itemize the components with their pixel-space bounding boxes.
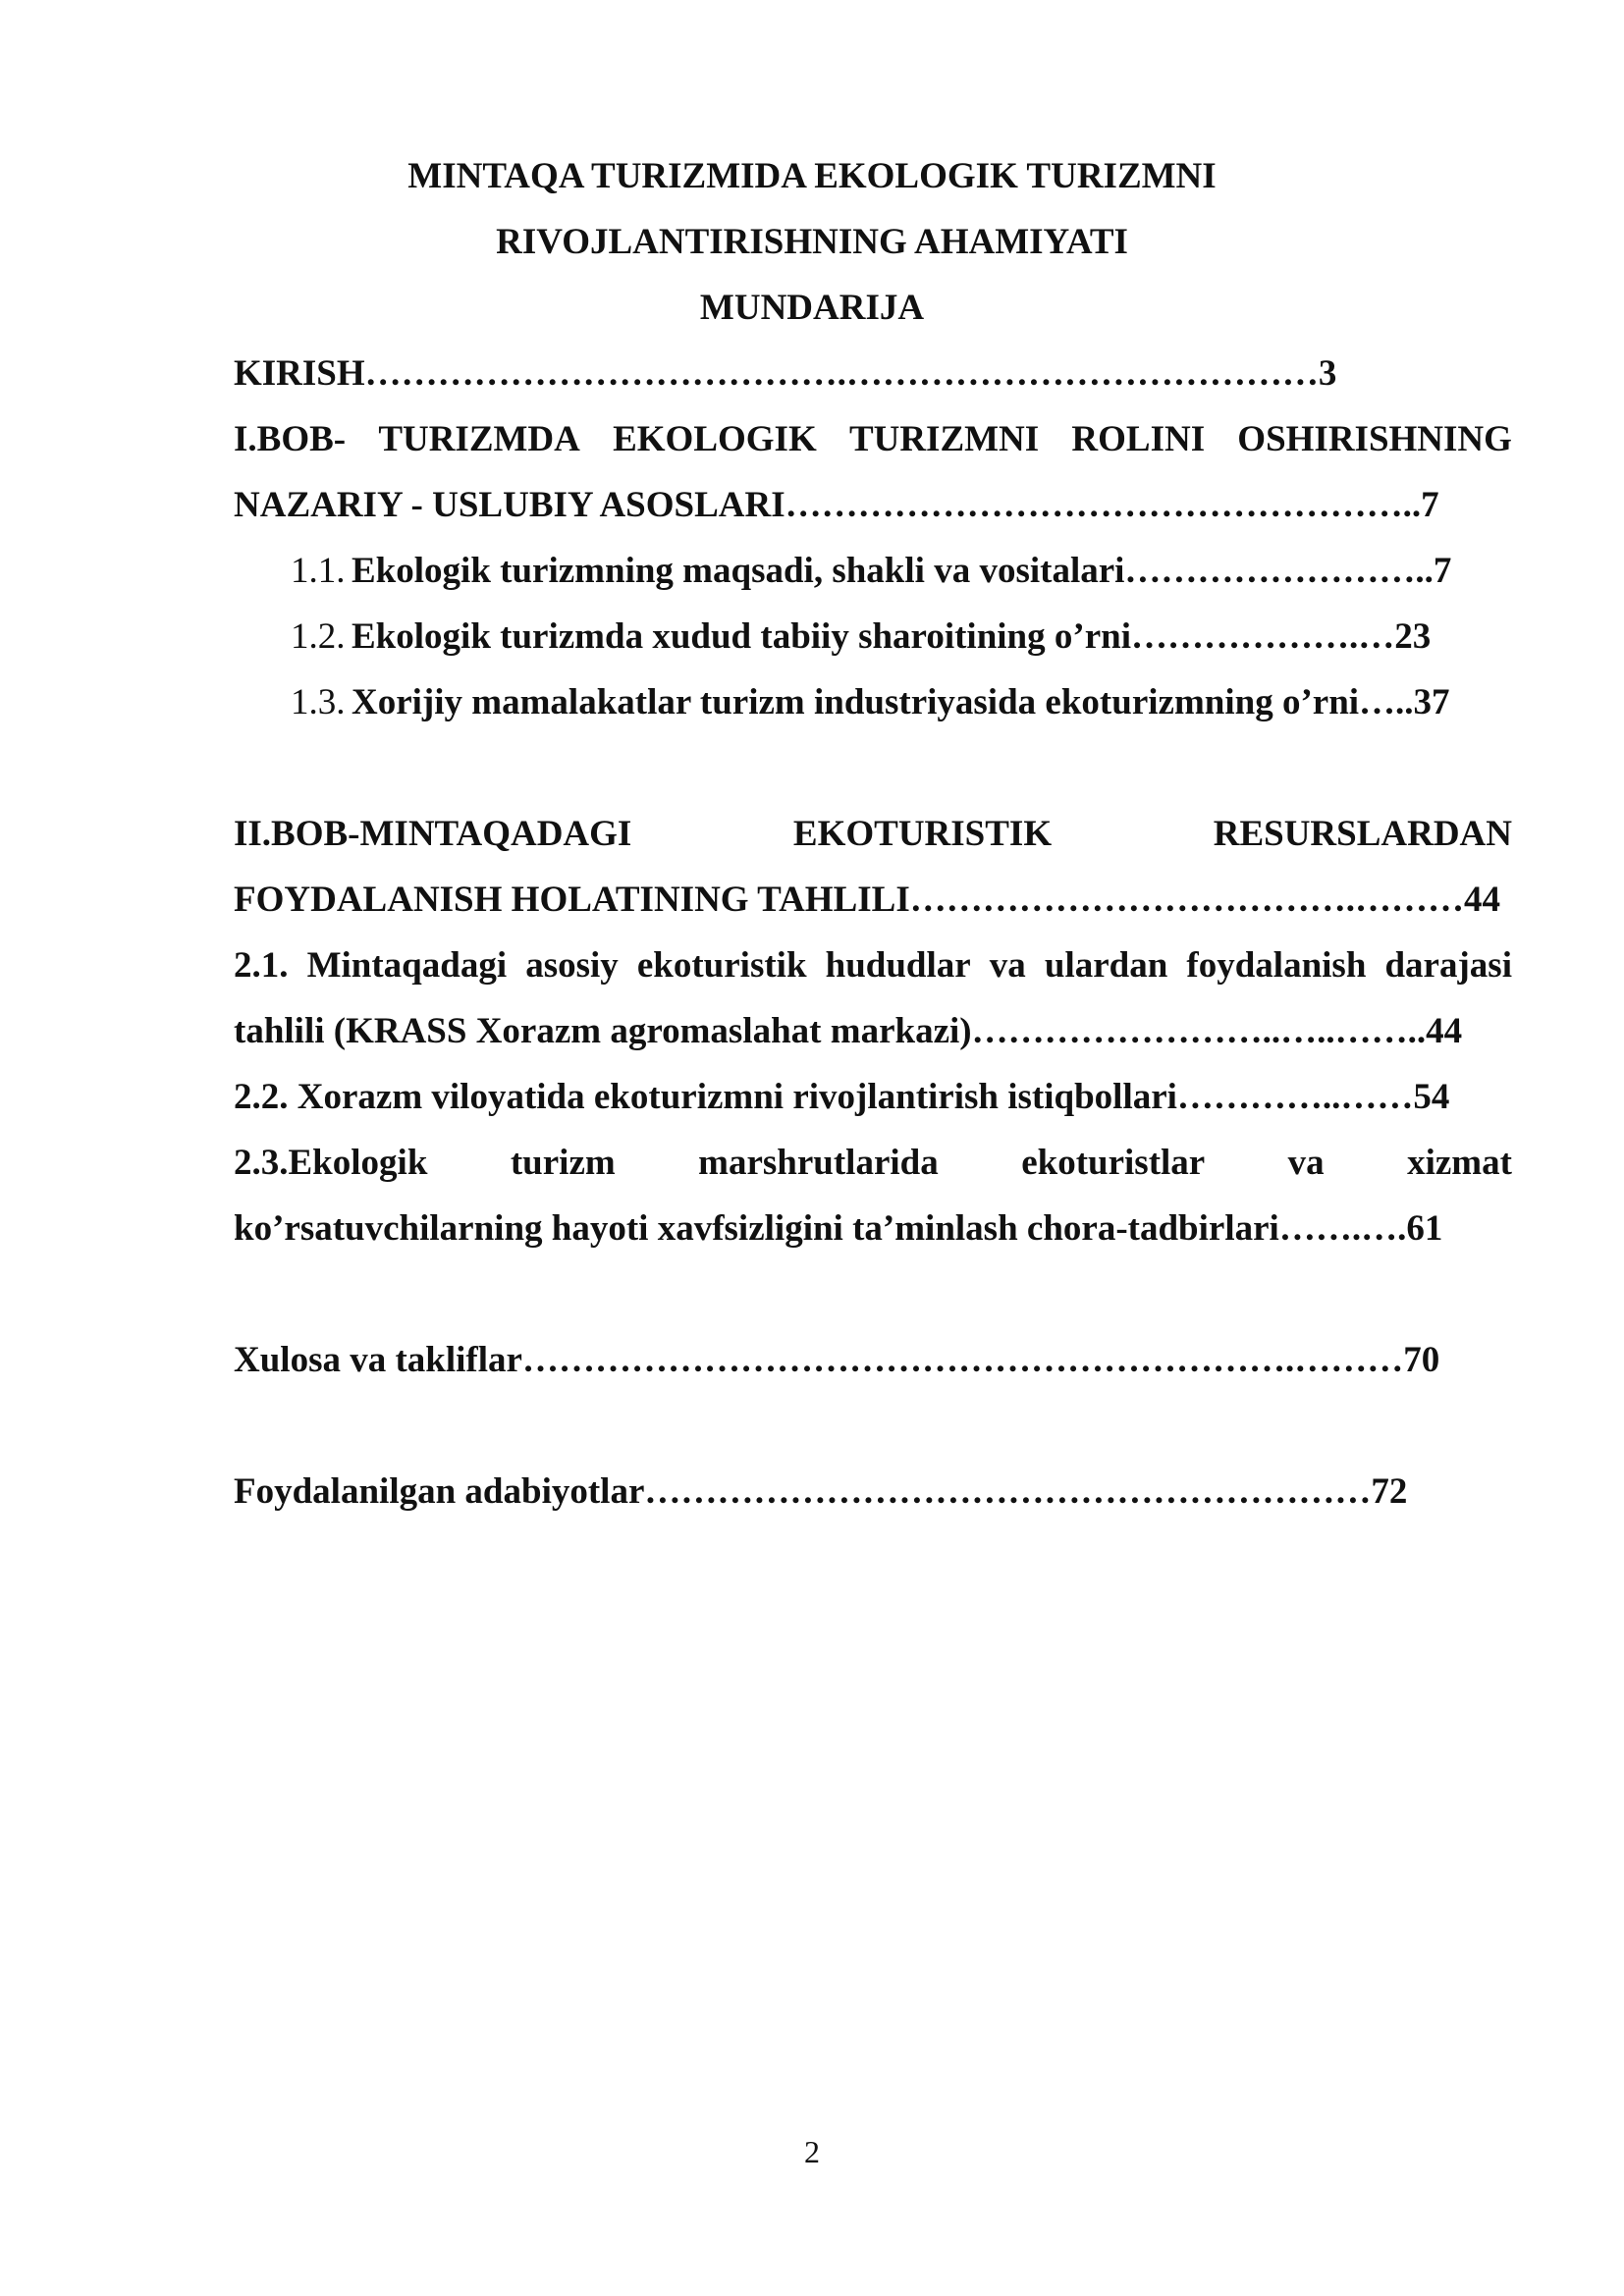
toc-word: RESURSLARDAN <box>1213 814 1512 854</box>
toc-word: ulardan <box>1044 945 1168 986</box>
toc-word: darajasi <box>1384 945 1512 986</box>
toc-entry-section-1-1 <box>291 550 1451 593</box>
toc-entry-section-1-2 <box>291 615 1431 659</box>
document-title-line-1: MINTAQA TURIZMIDA EKOLOGIK TURIZMNI <box>407 156 1217 196</box>
toc-word: va <box>1287 1143 1325 1183</box>
toc-word: II.BOB-MINTAQADAGI <box>234 814 632 854</box>
section-title: Ekologik turizmning maqsadi, shakli va vositalari……………………..7 <box>352 551 1452 591</box>
toc-entry-chapter-1-line-2: NAZARIY - USLUBIY ASOSLARI……………………………………………..7 <box>234 485 1439 525</box>
toc-word: 2.1. <box>234 945 289 986</box>
toc-entry-conclusion: Xulosa va takliflar……………………………………………………….………70 <box>234 1340 1440 1380</box>
toc-word: ekoturistlar <box>1021 1143 1206 1183</box>
section-number: 1.1. <box>291 551 346 591</box>
toc-entry-intro: KIRISH………………………………….…………………………………3 <box>234 353 1337 394</box>
toc-word: marshrutlarida <box>698 1143 939 1183</box>
section-number: 1.3. <box>291 682 346 722</box>
toc-word: Mintaqadagi <box>306 945 508 986</box>
toc-word: 2.3.Ekologik <box>234 1143 428 1183</box>
toc-entry-section-2-1-line-1 <box>234 944 1512 988</box>
toc-word: EKOTURISTIK <box>792 814 1053 854</box>
section-title: Ekologik turizmda xudud tabiiy sharoitining o’rni……………….…23 <box>352 616 1432 657</box>
section-number: 1.2. <box>291 616 346 657</box>
document-title-line-2: RIVOJLANTIRISHNING AHAMIYATI <box>496 222 1128 262</box>
toc-entry-references: Foydalanilgan adabiyotlar……………………………………………………72 <box>234 1471 1408 1512</box>
toc-entry-section-2-1-line-2: tahlili (KRASS Xorazm agromaslahat markazi)……………………..…..……..44 <box>234 1011 1463 1051</box>
toc-word: va <box>989 945 1026 986</box>
toc-word: asosiy <box>525 945 619 986</box>
section-title: Xorijiy mamalakatlar turizm industriyasida ekoturizmning o’rni…..37 <box>352 682 1450 722</box>
toc-word: foydalanish <box>1186 945 1367 986</box>
toc-entry-chapter-2-line-2: FOYDALANISH HOLATINING TAHLILI……………………………….………44 <box>234 880 1500 920</box>
toc-entry-chapter-1-line-1 <box>234 418 1512 461</box>
toc-entry-section-1-3 <box>291 681 1450 724</box>
toc-entry-section-2-3-line-1 <box>234 1142 1512 1185</box>
toc-word: TURIZMNI <box>848 419 1040 459</box>
contents-heading: MUNDARIJA <box>699 288 925 328</box>
toc-entry-chapter-2-line-1 <box>234 813 1512 856</box>
page-number: 2 <box>804 2134 820 2169</box>
toc-word: OSHIRISHNING <box>1237 419 1512 459</box>
toc-word: ROLINI <box>1071 419 1206 459</box>
toc-word: turizm <box>510 1143 616 1183</box>
toc-word: I.BOB- <box>234 419 347 459</box>
toc-word: EKOLOGIK <box>613 419 817 459</box>
toc-word: hududlar <box>825 945 971 986</box>
toc-word: xizmat <box>1407 1143 1512 1183</box>
toc-word: TURIZMDA <box>378 419 580 459</box>
toc-entry-section-2-2: 2.2. Xorazm viloyatida ekoturizmni rivojlantirish istiqbollari…………..……54 <box>234 1077 1450 1117</box>
toc-entry-section-2-3-line-2: ko’rsatuvchilarning hayoti xavfsizligini ta’minlash chora-tadbirlari…….….61 <box>234 1208 1443 1249</box>
toc-word: ekoturistik <box>636 945 807 986</box>
